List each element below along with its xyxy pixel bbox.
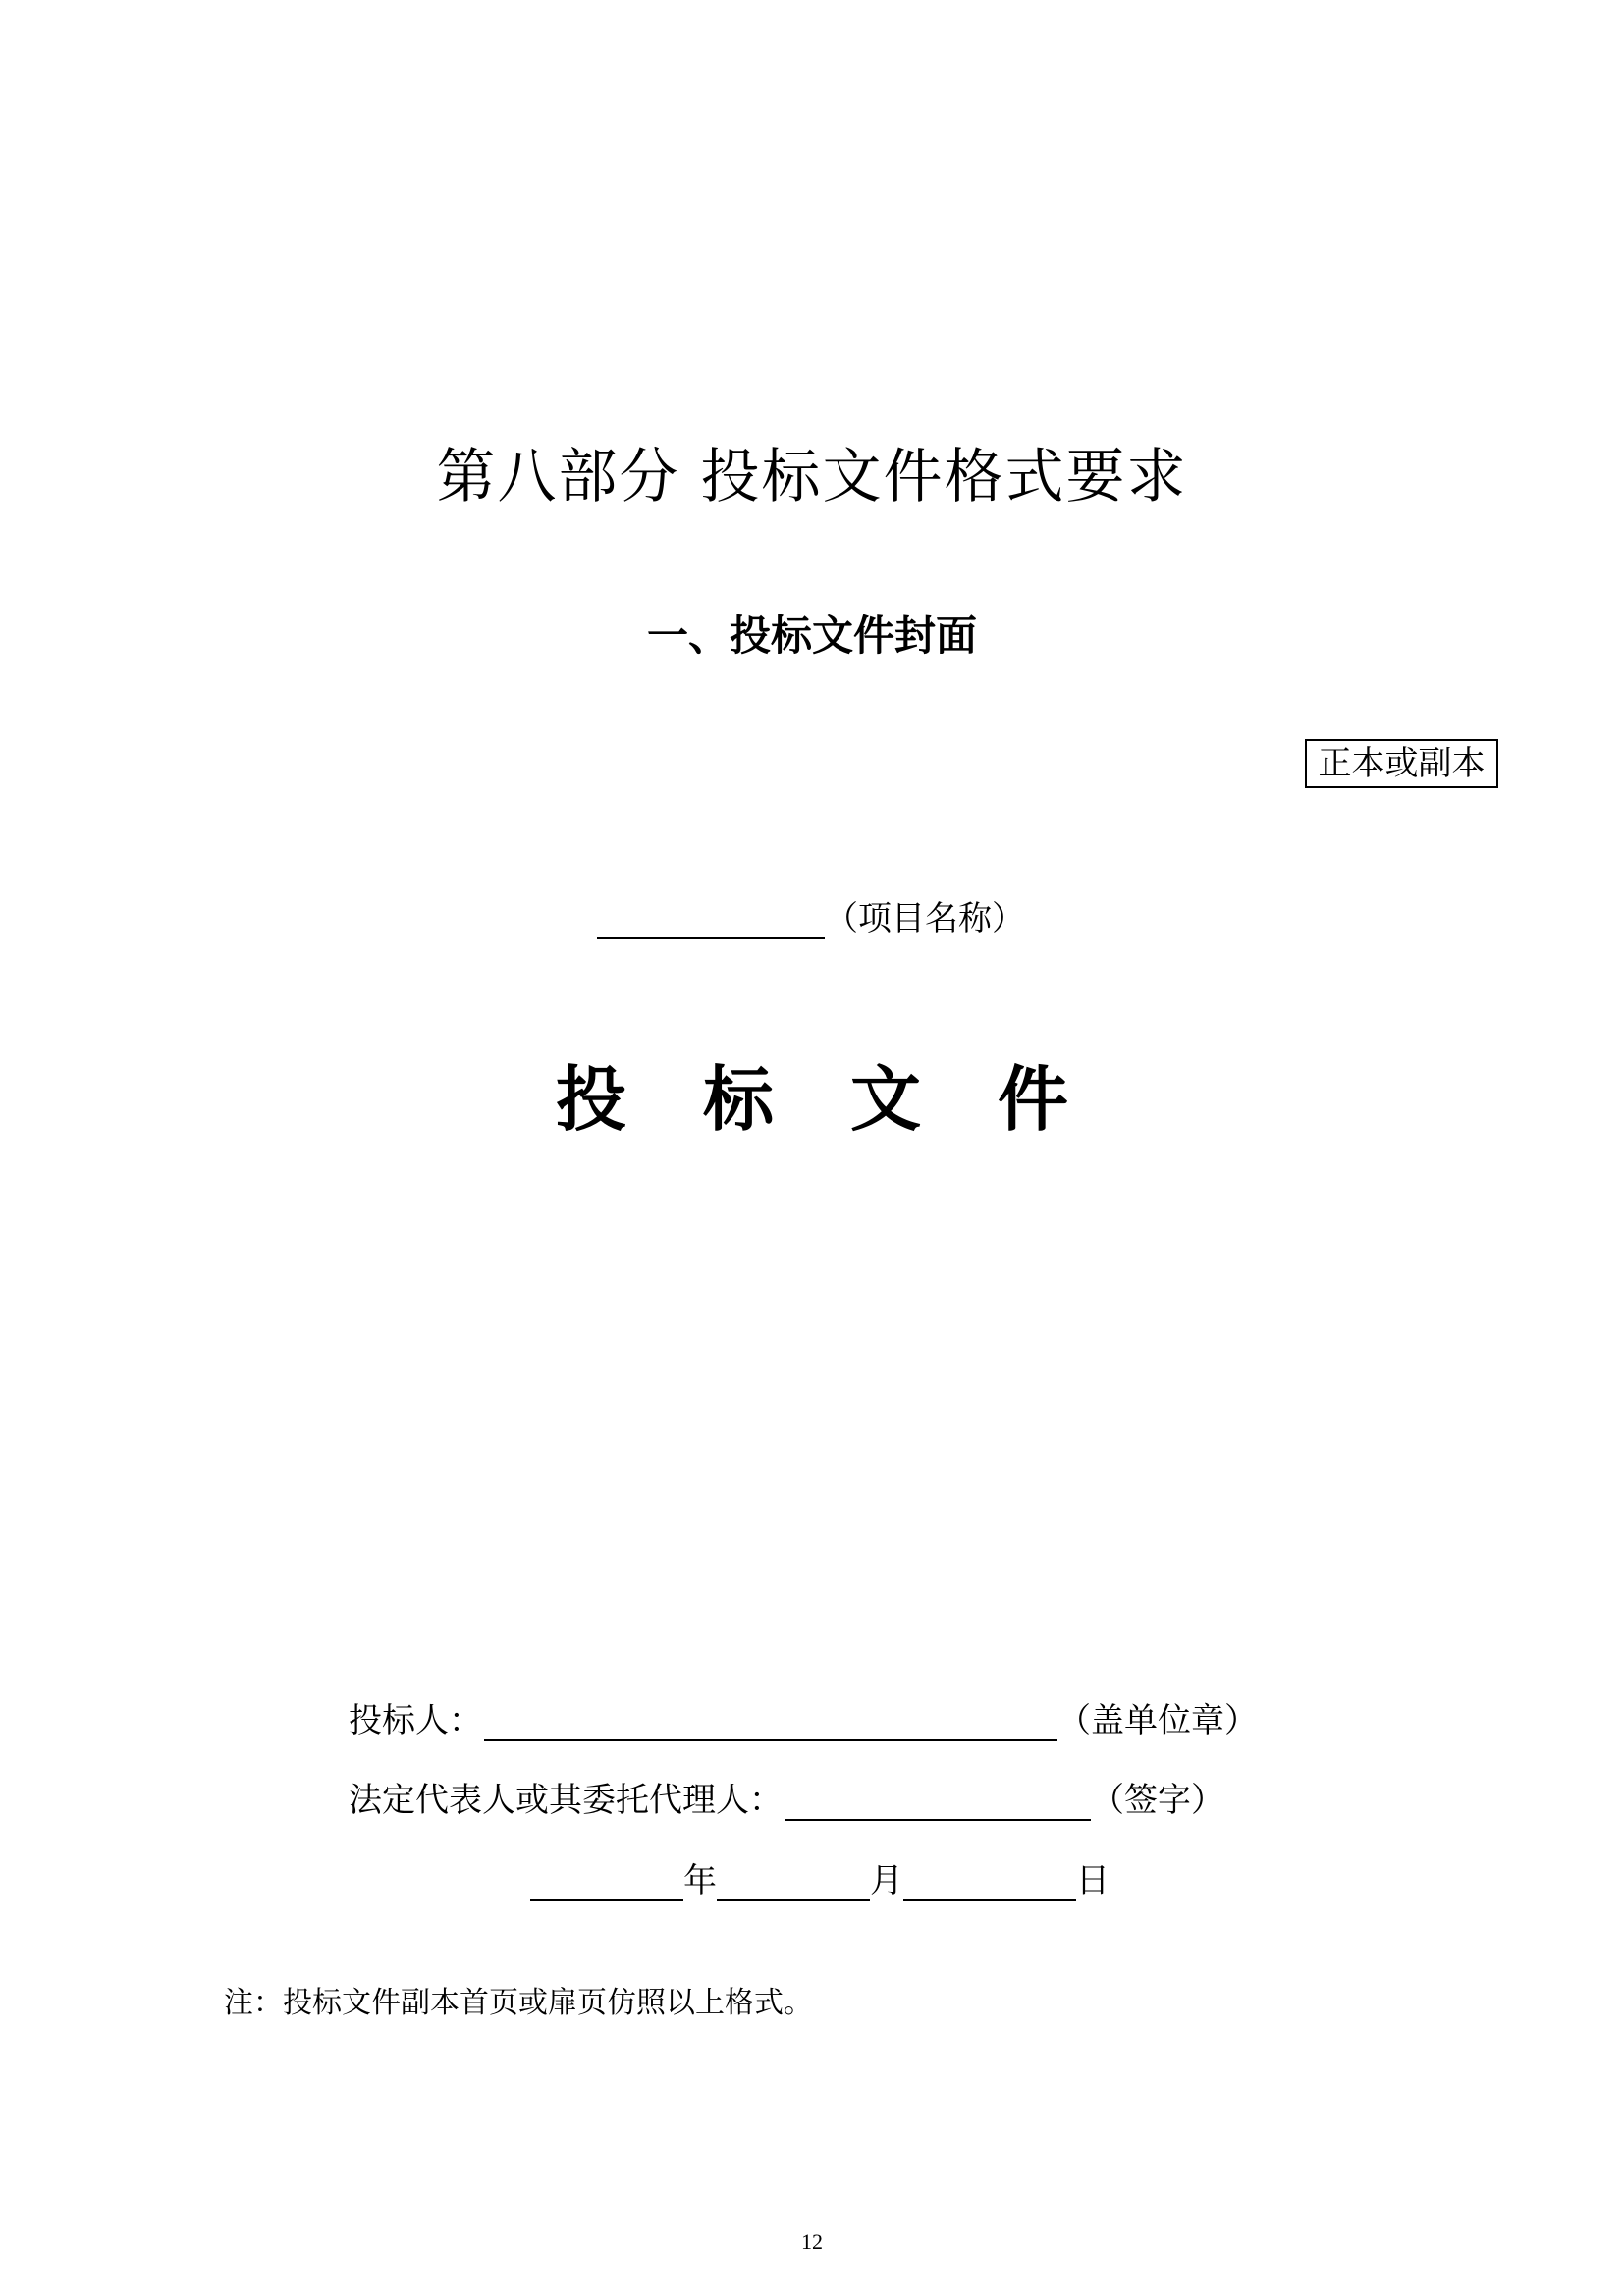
part-title: 第八部分 投标文件格式要求 [436, 443, 1188, 511]
year-blank[interactable] [530, 1862, 683, 1901]
bidder-label: 投标人： [349, 1701, 482, 1740]
month-blank[interactable] [717, 1862, 870, 1901]
year-label: 年 [683, 1861, 717, 1900]
date-row [530, 1853, 1110, 1901]
document-title: 投标文件 [555, 1058, 1145, 1141]
project-name-blank[interactable] [597, 900, 825, 939]
legal-representative-label: 法定代表人或其委托代理人： [349, 1781, 783, 1820]
day-label: 日 [1076, 1861, 1110, 1900]
footnote: 注：投标文件副本首页或扉页仿照以上格式。 [224, 1986, 813, 2020]
bidder-seal-label: （盖单位章） [1057, 1701, 1258, 1740]
legal-representative-blank[interactable] [785, 1782, 1091, 1821]
original-or-copy-box: 正本或副本 [1305, 739, 1498, 788]
signature-label: （签字） [1091, 1781, 1224, 1820]
section-title: 一、投标文件封面 [646, 612, 977, 660]
project-name-label: （项目名称） [825, 899, 1025, 938]
page-number: 12 [801, 2229, 823, 2254]
legal-representative-row [349, 1773, 1224, 1821]
project-name-line [597, 891, 1025, 939]
bidder-row [349, 1693, 1258, 1741]
bidder-blank[interactable] [484, 1702, 1057, 1741]
day-blank[interactable] [903, 1862, 1076, 1901]
month-label: 月 [870, 1861, 903, 1900]
